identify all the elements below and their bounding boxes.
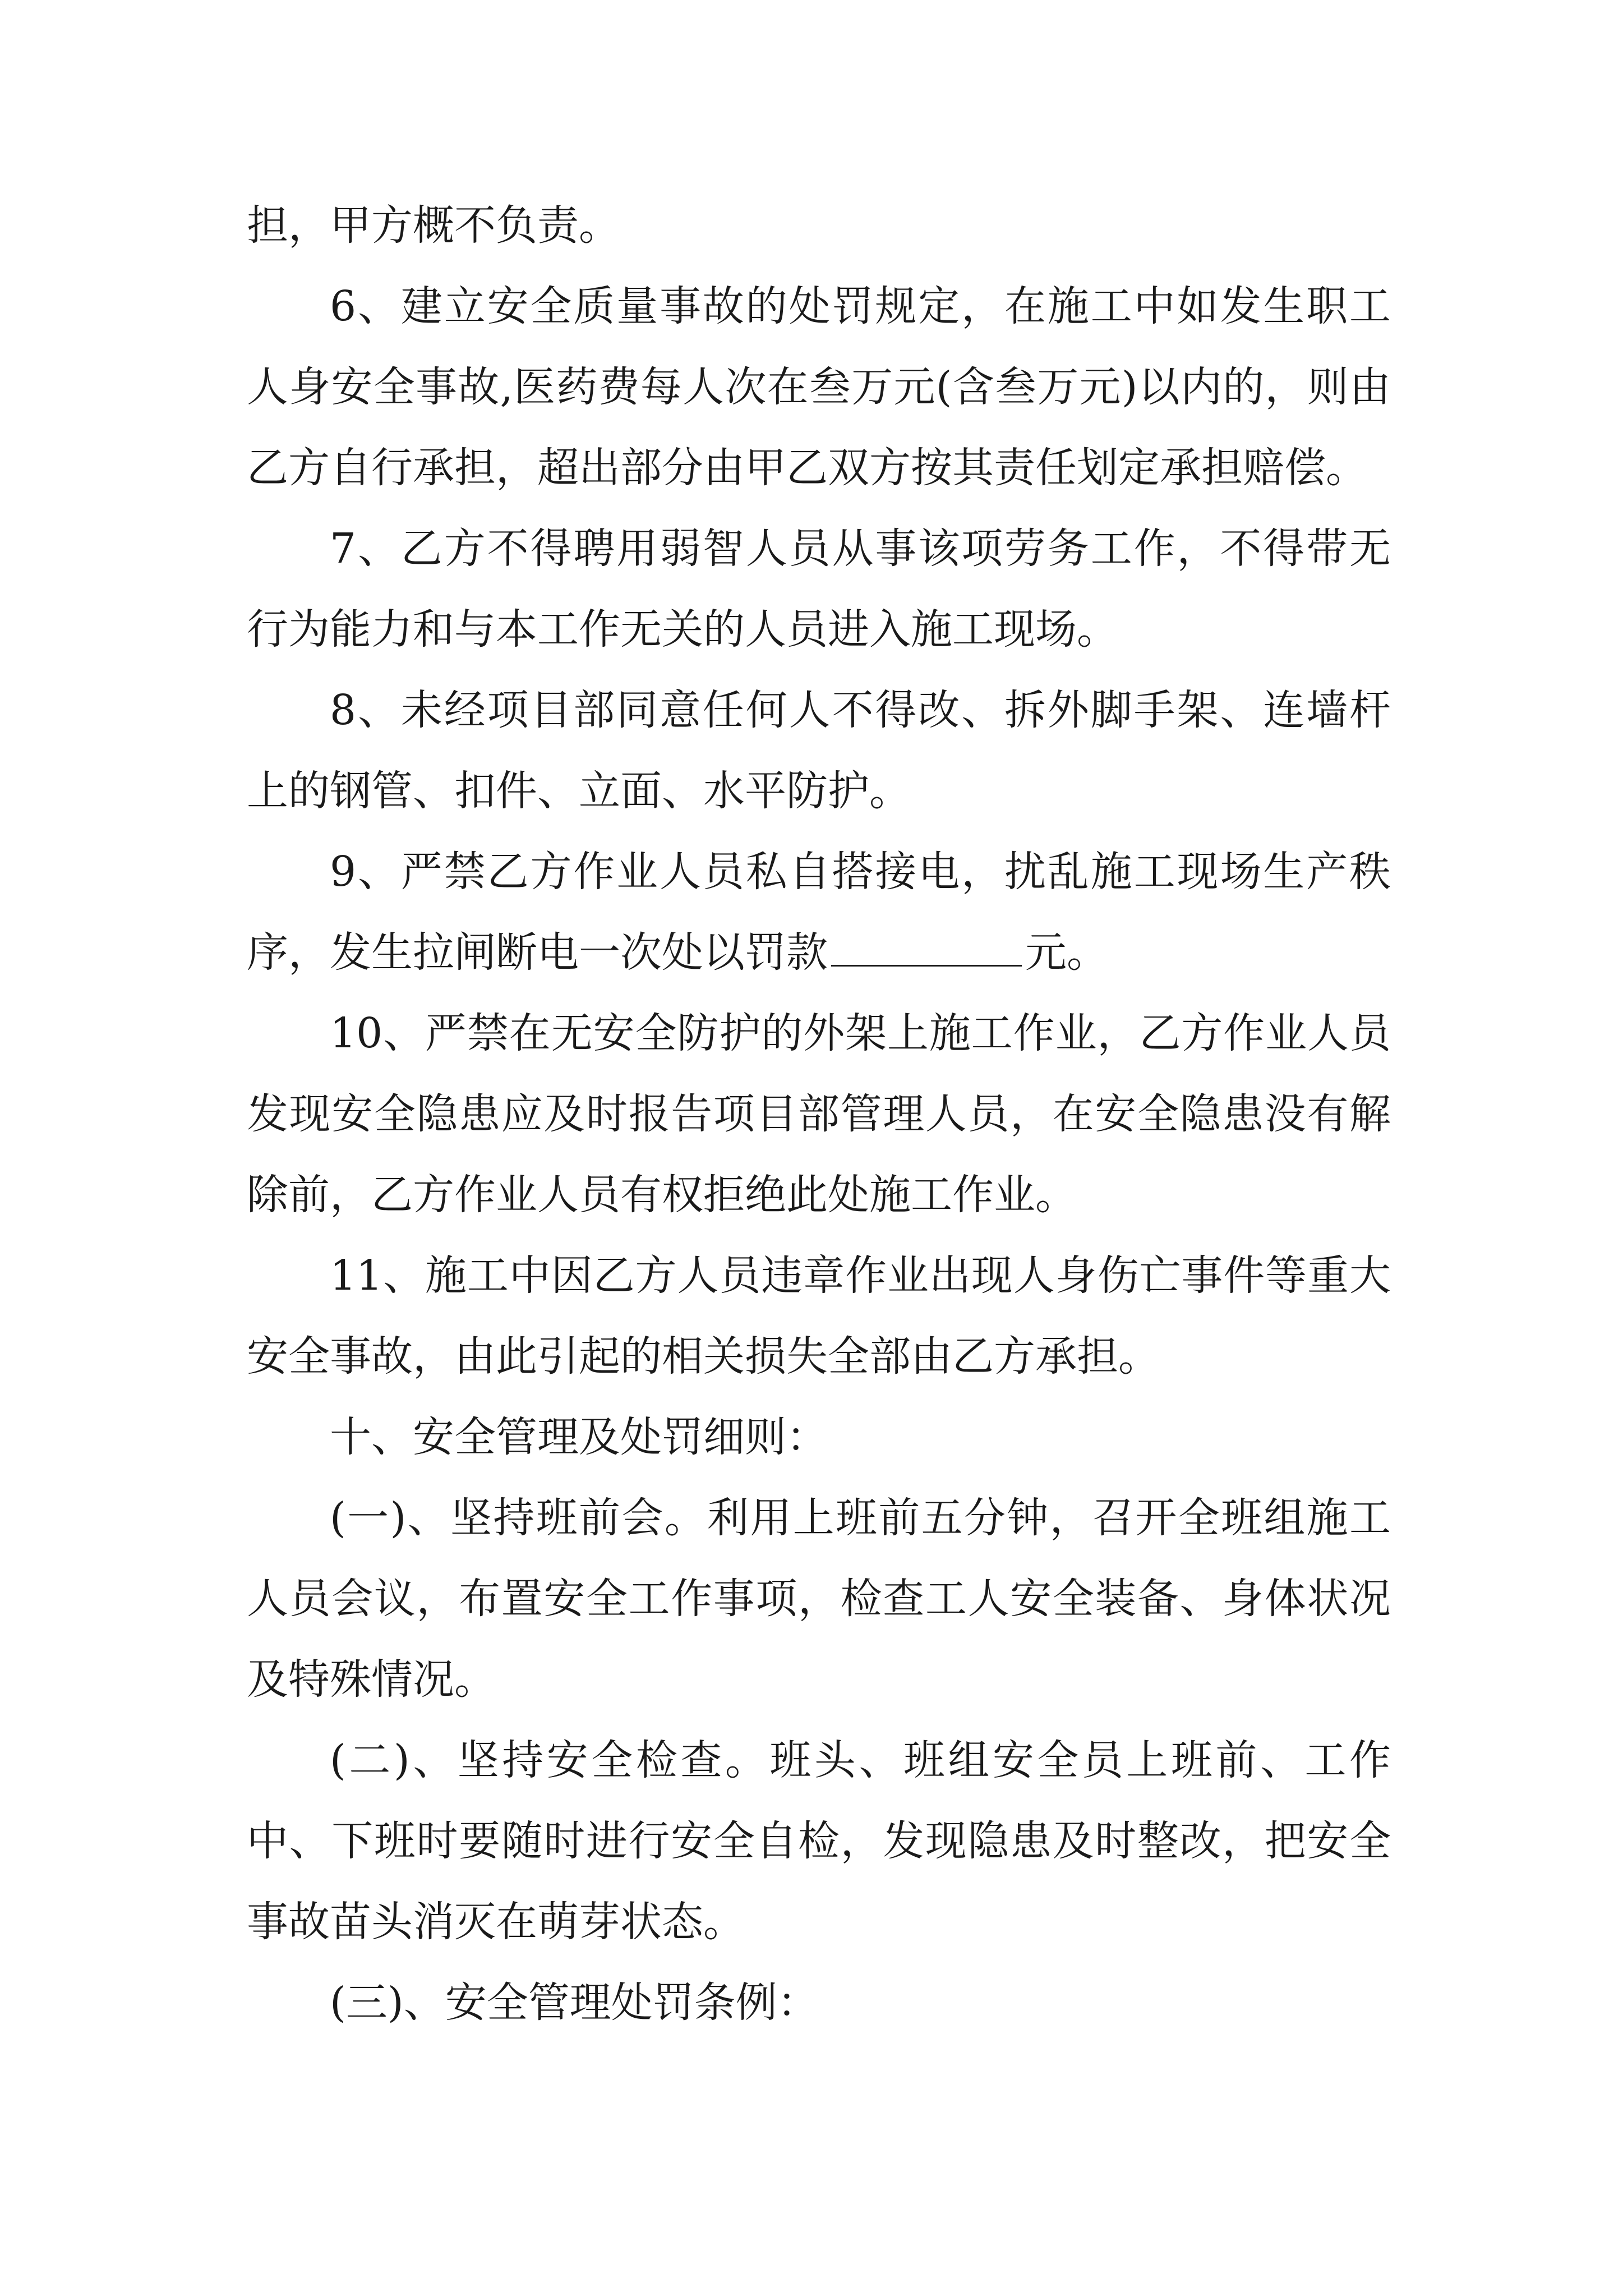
paragraph-item-8: 8、未经项目部同意任何人不得改、拆外脚手架、连墙杆上的钢管、扣件、立面、水平防护。 (247, 686, 1391, 815)
paragraph-item-6: 6、建立安全质量事故的处罚规定，在施工中如发生职工人身安全事故,医药费每人次在叁万元(含叁万元)以内的，则由乙方自行承担，超出部分由甲乙双方按其责任划定承担赔偿。 (247, 282, 1391, 492)
paragraph-item-7: 7、乙方不得聘用弱智人员从事该项劳务工作，不得带无行为能力和与本工作无关的人员进入施工现场。 (247, 524, 1391, 654)
paragraph-sub-3: (三)、安全管理处罚条例： (330, 1978, 819, 2027)
document-page (247, 185, 1391, 2043)
paragraph-continued: 担，甲方概不负责。 (247, 201, 620, 250)
fine-amount-blank (831, 926, 1022, 967)
item-9-text-after: 元。 (1025, 928, 1108, 977)
paragraph-item-11: 11、施工中因乙方人员违章作业出现人身伤亡事件等重大安全事故，由此引起的相关损失全部由乙方承担。 (247, 1251, 1391, 1381)
paragraph-sub-2: (二)、坚持安全检查。班头、班组安全员上班前、工作中、下班时要随时进行安全自检，发现隐患及时整改，把安全事故苗头消灭在萌芽状态。 (247, 1736, 1391, 1946)
item-9-text-before: 9、严禁乙方作业人员私自搭接电，扰乱施工现场生产秩序，发生拉闸断电一次处以罚款 (247, 848, 1391, 977)
paragraph-item-9 (247, 831, 1391, 993)
paragraph-sub-1: (一)、坚持班前会。利用上班前五分钟，召开全班组施工人员会议，布置安全工作事项，检查工人安全装备、身体状况及特殊情况。 (247, 1494, 1391, 1704)
section-heading-10: 十、安全管理及处罚细则： (330, 1413, 828, 1461)
paragraph-item-10: 10、严禁在无安全防护的外架上施工作业，乙方作业人员发现安全隐患应及时报告项目部管理人员，在安全隐患没有解除前，乙方作业人员有权拒绝此处施工作业。 (247, 1009, 1391, 1219)
